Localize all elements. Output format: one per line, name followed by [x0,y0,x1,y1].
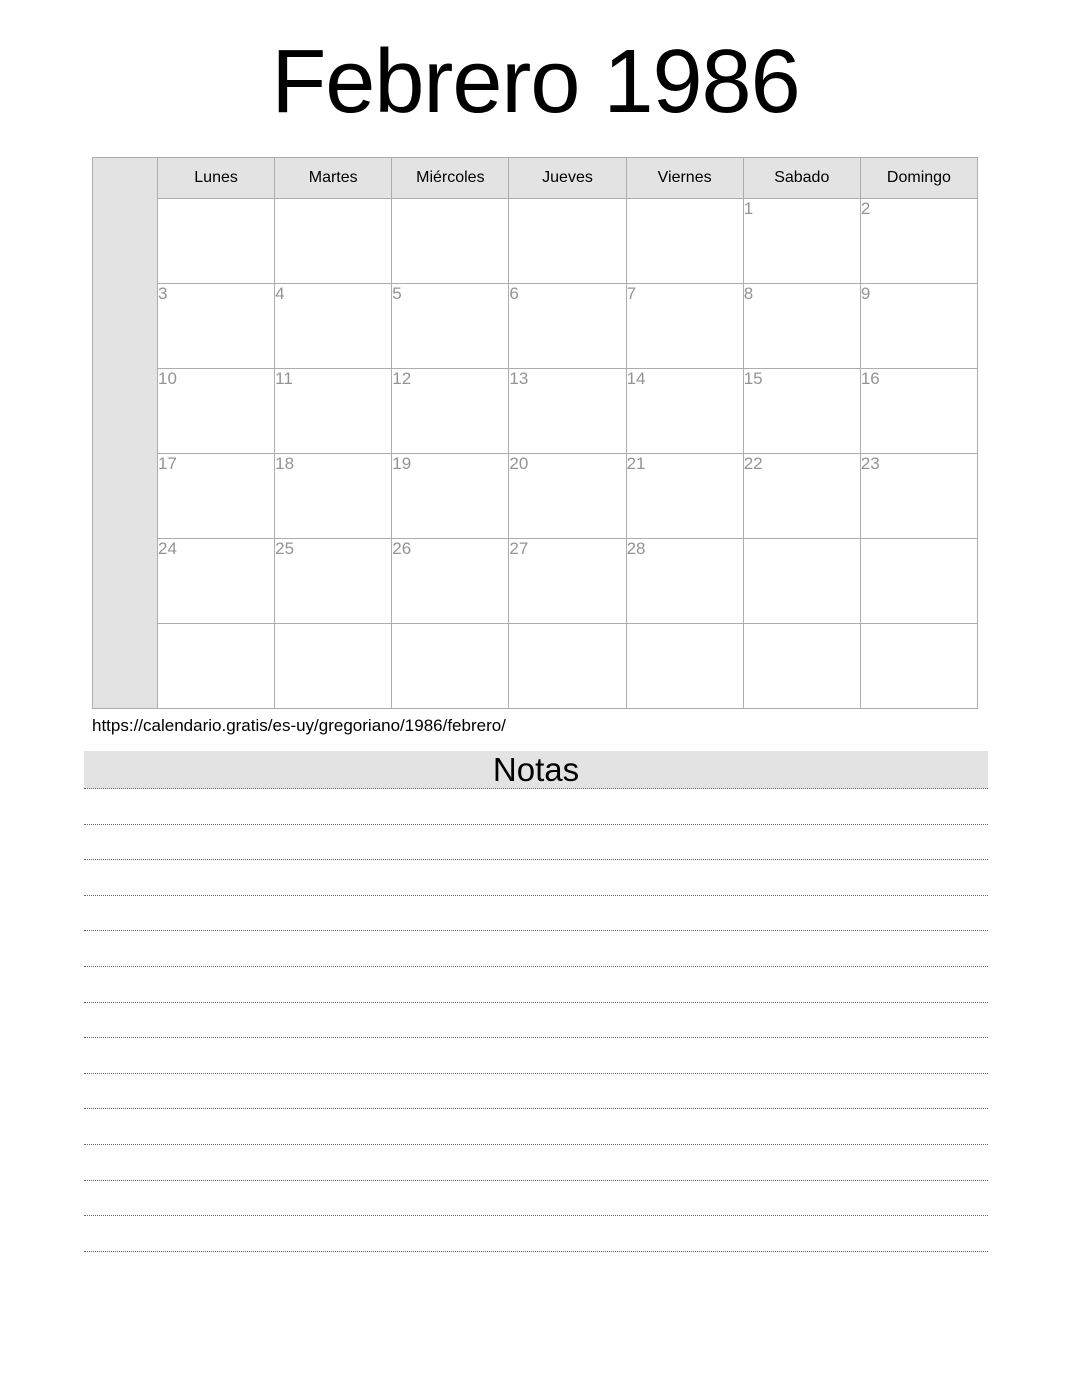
calendar-corner-cell [93,158,158,709]
day-cell-7: 7 [626,284,743,369]
note-line [84,1074,988,1110]
day-cell-3: 3 [158,284,275,369]
day-cell-8: 8 [743,284,860,369]
day-header-viernes: Viernes [626,158,743,199]
calendar-week-row-2 [93,284,978,369]
day-header-miercoles: Miércoles [392,158,509,199]
note-line [84,1216,988,1252]
notes-header-title: Notas [84,751,988,789]
page-title: Febrero 1986 [271,32,800,132]
day-cell-24: 24 [158,539,275,624]
calendar-header-row [93,158,978,199]
day-cell-27: 27 [509,539,626,624]
day-header-lunes: Lunes [158,158,275,199]
day-cell-25: 25 [275,539,392,624]
notes-section [84,751,988,1252]
day-cell-17: 17 [158,454,275,539]
note-line [84,1038,988,1074]
note-line [84,967,988,1003]
calendar-week-row-5 [93,539,978,624]
day-header-domingo: Domingo [860,158,977,199]
calendar-week-row-6 [93,624,978,709]
note-line [84,1145,988,1181]
day-cell-20: 20 [509,454,626,539]
day-cell-empty [392,624,509,709]
day-cell-empty [509,624,626,709]
calendar-week-row-1 [93,199,978,284]
day-cell-2: 2 [860,199,977,284]
note-line [84,1003,988,1039]
note-line [84,896,988,932]
day-cell-empty [743,539,860,624]
day-cell-empty [392,199,509,284]
day-cell-empty [860,624,977,709]
day-header-martes: Martes [275,158,392,199]
day-cell-empty [275,624,392,709]
note-line [84,860,988,896]
day-cell-5: 5 [392,284,509,369]
day-cell-16: 16 [860,369,977,454]
day-cell-21: 21 [626,454,743,539]
day-cell-9: 9 [860,284,977,369]
day-cell-22: 22 [743,454,860,539]
day-cell-19: 19 [392,454,509,539]
day-cell-empty [743,624,860,709]
day-cell-23: 23 [860,454,977,539]
notes-lines [84,789,988,1252]
day-header-sabado: Sabado [743,158,860,199]
calendar-week-row-3 [93,369,978,454]
source-url: https://calendario.gratis/es-uy/gregoriano/1986/febrero/ [92,716,506,735]
day-cell-6: 6 [509,284,626,369]
day-cell-11: 11 [275,369,392,454]
day-cell-12: 12 [392,369,509,454]
day-cell-15: 15 [743,369,860,454]
day-cell-empty [626,199,743,284]
day-cell-28: 28 [626,539,743,624]
day-cell-13: 13 [509,369,626,454]
day-cell-1: 1 [743,199,860,284]
note-line [84,1181,988,1217]
day-cell-26: 26 [392,539,509,624]
day-cell-empty [158,624,275,709]
note-line [84,1109,988,1145]
day-cell-empty [275,199,392,284]
day-cell-empty [509,199,626,284]
day-cell-4: 4 [275,284,392,369]
day-cell-empty [860,539,977,624]
day-cell-empty [626,624,743,709]
day-cell-10: 10 [158,369,275,454]
calendar-week-row-4 [93,454,978,539]
calendar-body [93,158,978,709]
calendar-table [92,157,978,709]
note-line [84,789,988,825]
day-header-jueves: Jueves [509,158,626,199]
day-cell-14: 14 [626,369,743,454]
day-cell-empty [158,199,275,284]
note-line [84,931,988,967]
day-cell-18: 18 [275,454,392,539]
note-line [84,825,988,861]
